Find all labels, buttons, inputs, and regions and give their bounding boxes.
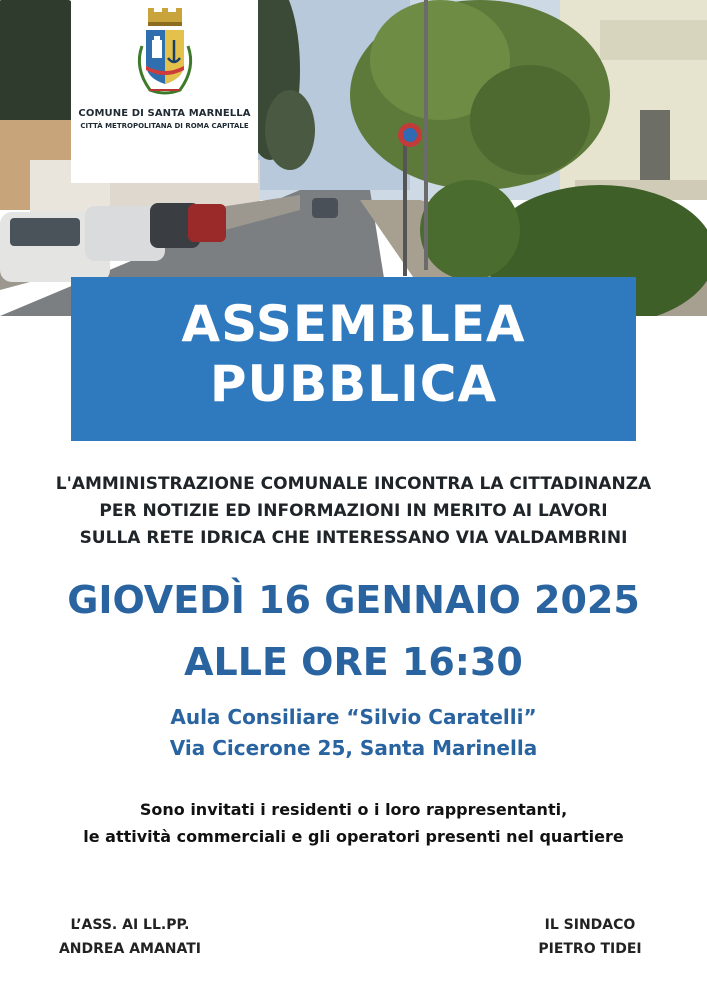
intro-line-3: SULLA RETE IDRICA CHE INTERESSANO VIA VALDAMBRINI — [79, 528, 628, 548]
intro-line-1: L'AMMINISTRAZIONE COMUNALE INCONTRA LA CITTADINANZA — [55, 474, 652, 494]
assessor-role: L’ASS. AI LL.PP. — [70, 917, 190, 933]
intro-text — [0, 471, 707, 552]
event-time: ALLE ORE 16:30 — [184, 640, 523, 684]
metropolitan-city-name: CITTÀ METROPOLITANA DI ROMA CAPITALE — [80, 122, 249, 130]
title-banner — [71, 277, 636, 441]
signature-mayor — [505, 913, 675, 961]
mayor-name: PIETRO TIDEI — [538, 941, 642, 957]
intro-line-2: PER NOTIZIE ED INFORMAZIONI IN MERITO AI LAVORI — [99, 501, 608, 521]
logo-card — [71, 0, 258, 183]
event-date: GIOVEDÌ 16 GENNAIO 2025 — [67, 578, 640, 622]
invite-line-1: Sono invitati i residenti o i loro rappresentanti, — [139, 800, 568, 819]
municipal-crest-icon — [71, 6, 258, 106]
title-line-1: ASSEMBLEA — [181, 295, 526, 353]
event-venue — [0, 702, 707, 764]
signature-assessor — [40, 913, 220, 961]
mayor-role: IL SINDACO — [544, 917, 636, 933]
invite-line-2: le attività commerciali e gli operatori presenti nel quartiere — [83, 827, 624, 846]
venue-address: Via Cicerone 25, Santa Marinella — [169, 736, 538, 760]
invitation-text — [0, 796, 707, 850]
venue-name: Aula Consiliare “Silvio Caratelli” — [170, 705, 537, 729]
title-line-2: PUBBLICA — [209, 355, 498, 413]
municipality-name: COMUNE DI SANTA MARNELLA — [78, 108, 251, 119]
assessor-name: ANDREA AMANATI — [58, 941, 202, 957]
